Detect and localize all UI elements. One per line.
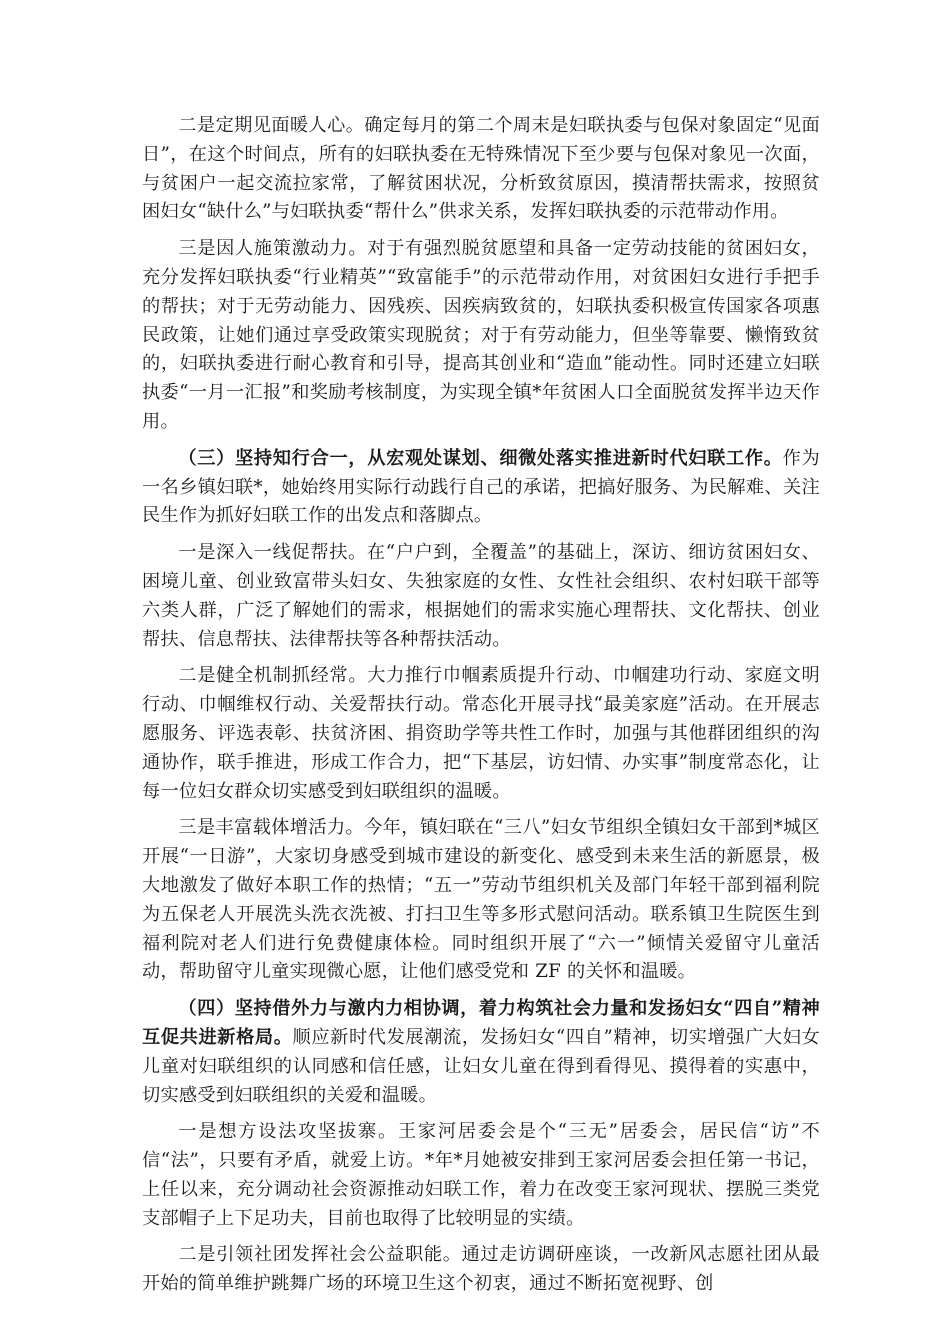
paragraph — [142, 662, 820, 806]
paragraph-text: 二是定期见面暖人心。确定每月的第二个周末是妇联执委与包保对象固定“见面日”，在这个时间点，所有的妇联执委在无特殊情况下至少要与包保对象见一次面，与贫困户一起交流拉家常，了解贫困状况，分析致贫原因，摸清帮扶需求，按照贫困妇女“缺什么”与妇联执委“帮什么”供求关系，发挥妇联执委的示范带动作用。 — [142, 115, 820, 223]
paragraph-text: 三是丰富载体增活力。今年，镇妇联在“三八”妇女节组织全镇妇女干部到*城区开展“一日游”，大家切身感受到城市建设的新变化、感受到未来生活的新愿景，极大地激发了做好本职工作的热情；“五一”劳动节组织机关及部门年轻干部到福利院为五保老人开展洗头洗衣洗被、打扫卫生等多形式慰问活动。联系镇卫生院医生到福利院对老人们进行免费健康体检。同时组织开展了“六一”倾情关爱留守儿童活动，帮助留守儿童实现微心愿，让他们感受党和 ZF 的关怀和温暖。 — [142, 817, 820, 983]
section-heading-4: （四）坚持借外力与激内力相协调，着力构筑社会力量和发扬妇女“四自”精神互促共进新格局。 — [142, 998, 820, 1048]
paragraph-text: 三是因人施策激动力。对于有强烈脱贫愿望和具备一定劳动技能的贫困妇女，充分发挥妇联执委“行业精英”“致富能手”的示范带动作用，对贫困妇女进行手把手的帮扶；对于无劳动能力、因残疾、因疾病致贫的，妇联执委积极宣传国家各项惠民政策，让她们通过享受政策实现脱贫；对于有劳动能力，但坐等靠要、懒惰致贫的，妇联执委进行耐心教育和引导，提高其创业和“造血”能动性。同时还建立妇联执委“一月一汇报”和奖励考核制度，为实现全镇*年贫困人口全面脱贫发挥半边天作用。 — [142, 238, 820, 432]
paragraph — [142, 1118, 820, 1233]
paragraph-text: 二是健全机制抓经常。大力推行巾帼素质提升行动、巾帼建功行动、家庭文明行动、巾帼维权行动、关爱帮扶行动。常态化开展寻找“最美家庭”活动。在开展志愿服务、评选表彰、扶贫济困、捐资助学等共性工作时，加强与其他群团组织的沟通协作，联手推进，形成工作合力，把“下基层，访妇情、办实事”制度常态化，让每一位妇女群众切实感受到妇联组织的温暖。 — [142, 665, 820, 802]
paragraph — [142, 112, 820, 227]
paragraph-text: 作为一名乡镇妇联*，她始终用实际行动践行自己的承诺，把搞好服务、为民解难、关注民生作为抓好妇联工作的出发点和落脚点。 — [142, 447, 820, 527]
paragraph — [142, 995, 820, 1110]
document-body — [142, 112, 820, 1307]
section-heading-3: （三）坚持知行合一，从宏观处谋划、细微处落实推进新时代妇联工作。 — [178, 447, 783, 469]
paragraph — [142, 539, 820, 654]
paragraph-text: 一是想方设法攻坚拔寨。王家河居委会是个“三无”居委会，居民信“访”不信“法”，只要有矛盾，就爱上访。*年*月她被安排到王家河居委会担任第一书记，上任以来，充分调动社会资源推动妇联工作，着力在改变王家河现状、摆脱三类党支部帽子上下足功夫，目前也取得了比较明显的实绩。 — [142, 1121, 820, 1229]
paragraph — [142, 1241, 820, 1299]
paragraph — [142, 235, 820, 437]
paragraph-text: 一是深入一线促帮扶。在“户户到，全覆盖”的基础上，深访、细访贫困妇女、困境儿童、创业致富带头妇女、失独家庭的女性、女性社会组织、农村妇联干部等六类人群，广泛了解她们的需求，根据她们的需求实施心理帮扶、文化帮扶、创业帮扶、信息帮扶、法律帮扶等各种帮扶活动。 — [142, 542, 820, 650]
paragraph-text: 顺应新时代发展潮流，发扬妇女“四自”精神，切实增强广大妇女儿童对妇联组织的认同感和信任感，让妇女儿童在得到看得见、摸得着的实惠中，切实感受到妇联组织的关爱和温暖。 — [142, 1026, 820, 1106]
paragraph — [142, 445, 820, 531]
paragraph — [142, 814, 820, 987]
paragraph-text: 二是引领社团发挥社会公益职能。通过走访调研座谈，一改新风志愿社团从最开始的简单维护跳舞广场的环境卫生这个初衷，通过不断拓宽视野、创 — [142, 1244, 820, 1295]
